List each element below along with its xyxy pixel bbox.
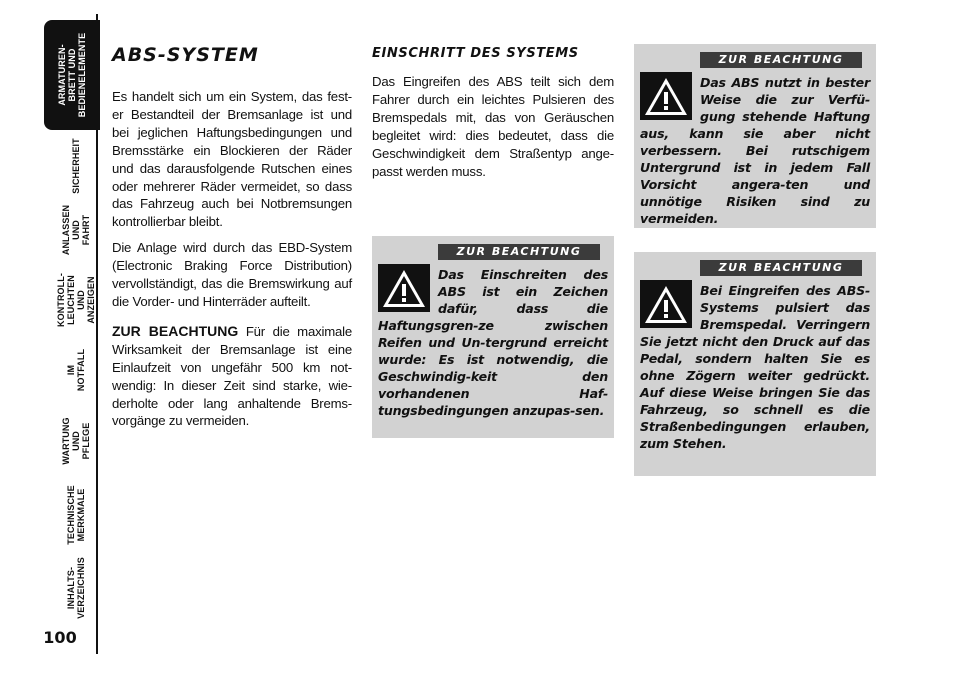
warning-triangle-icon: [378, 264, 430, 312]
tab-armaturenbrett[interactable]: [44, 20, 100, 130]
warning-text: Bei Eingreifen des ABS-Systems pulsiert das Bremspedal. Verringern Sie jetzt nicht den Druck auf das Pedal, sondern halten Sie es ohne Zögern weiter gedrückt. Auf diese Weise bringen Sie das Fahrzeug, so schnell es die Straßenbedingungen erlauben, zum Stehen.: [640, 283, 870, 451]
warning-text: Das Einschreiten des ABS ist ein Zeichen dafür, dass die Haftungsgren-ze zwischen Reifen und Un-tergrund erreicht wurde: Es ist notwendig, die Geschwindig-keit den vorhandenen Haf-tungsbedingungen anzupas-sen.: [378, 267, 608, 418]
paragraph-intro: Es handelt sich um ein System, das fest-er Bestandteil der Bremsanlage ist und bei jeglichen Haftungsbedingungen und Bremsstärke ein Blockieren der Räder und das darausfolgende Rutschen eines oder mehrerer Räder vermeidet, so dass das Fahrzeug auch bei Notbremsungen kontrollierbar bleibt.: [112, 89, 352, 230]
chapter-navigation: [0, 0, 100, 692]
tab-inhaltsverzeichnis[interactable]: [52, 552, 100, 624]
tab-wartung[interactable]: [52, 404, 100, 478]
paragraph-ebd: Die Anlage wird durch das EBD-System (Electronic Braking Force Distribution) vervollständigt, das die Bremswirkung auf die Vorder- und Hinterräder aufteilt.: [112, 240, 352, 309]
note-text: Für die maximale Wirksamkeit der Bremsanlage ist eine Einlaufzeit von ungefähr 500 km not-wendig: In dieser Zeit sind starke, wie-derholte oder lang anhaltende Brems-vorgänge zu vermeiden.: [112, 323, 352, 429]
tab-label: IM NOTFALL: [66, 348, 86, 392]
warning-badge: ZUR BEACHTUNG: [700, 52, 862, 68]
warning-text: Das ABS nutzt in bester Weise die zur Verfü-gung stehende Haftung aus, kann sie aber nicht verbessern. Bei rutschigem Untergrund ist in jedem Fall Vorsicht angera-ten und unnötige Risiken sind zu vermeiden.: [640, 75, 870, 226]
note-label: ZUR BEACHTUNG: [112, 322, 239, 339]
tab-label: ANLASSEN UND FAHRT: [61, 204, 91, 256]
warning-box-1: [372, 236, 614, 438]
sub-title: EINSCHRITT DES SYSTEMS: [372, 46, 579, 61]
warning-box-2: [634, 44, 876, 228]
warning-badge: ZUR BEACHTUNG: [438, 244, 600, 260]
tab-label: INHALTS- VERZEICHNIS: [66, 557, 87, 619]
tab-sicherheit[interactable]: [52, 132, 100, 200]
tab-im-notfall[interactable]: [52, 338, 100, 402]
paragraph-einschritt: Das Eingreifen des ABS teilt sich dem Fahrer durch ein leichtes Pulsieren des Bremspedals mit, das von Geräuschen begleitet wird: dies bedeutet, dass die Geschwindigkeit dem Straßentyp ange-passt werden muss.: [372, 74, 614, 179]
einschritt-section: [372, 44, 614, 188]
tab-technische-merkmale[interactable]: [52, 478, 100, 552]
warning-badge: ZUR BEACHTUNG: [700, 260, 862, 276]
tab-label: ARMATUREN- BRETT UND BEDIENELEMENTE: [57, 32, 88, 118]
warning-box-3: [634, 252, 876, 476]
tab-kontrollleuchten[interactable]: [52, 262, 100, 338]
tab-label: SICHERHEIT: [71, 138, 82, 194]
tab-label: KONTROLL- LEUCHTEN UND ANZEIGEN: [56, 273, 97, 327]
warning-triangle-icon: [640, 280, 692, 328]
section-title: ABS-SYSTEM: [112, 44, 259, 66]
warning-triangle-icon: [640, 72, 692, 120]
tab-label: WARTUNG UND PFLEGE: [61, 417, 91, 465]
tab-label: TECHNISCHE MERKMALE: [66, 485, 87, 545]
paragraph-note: [112, 323, 352, 430]
page-number: 100: [43, 628, 77, 647]
tab-anlassen[interactable]: [52, 200, 100, 260]
abs-system-section: [112, 44, 352, 438]
